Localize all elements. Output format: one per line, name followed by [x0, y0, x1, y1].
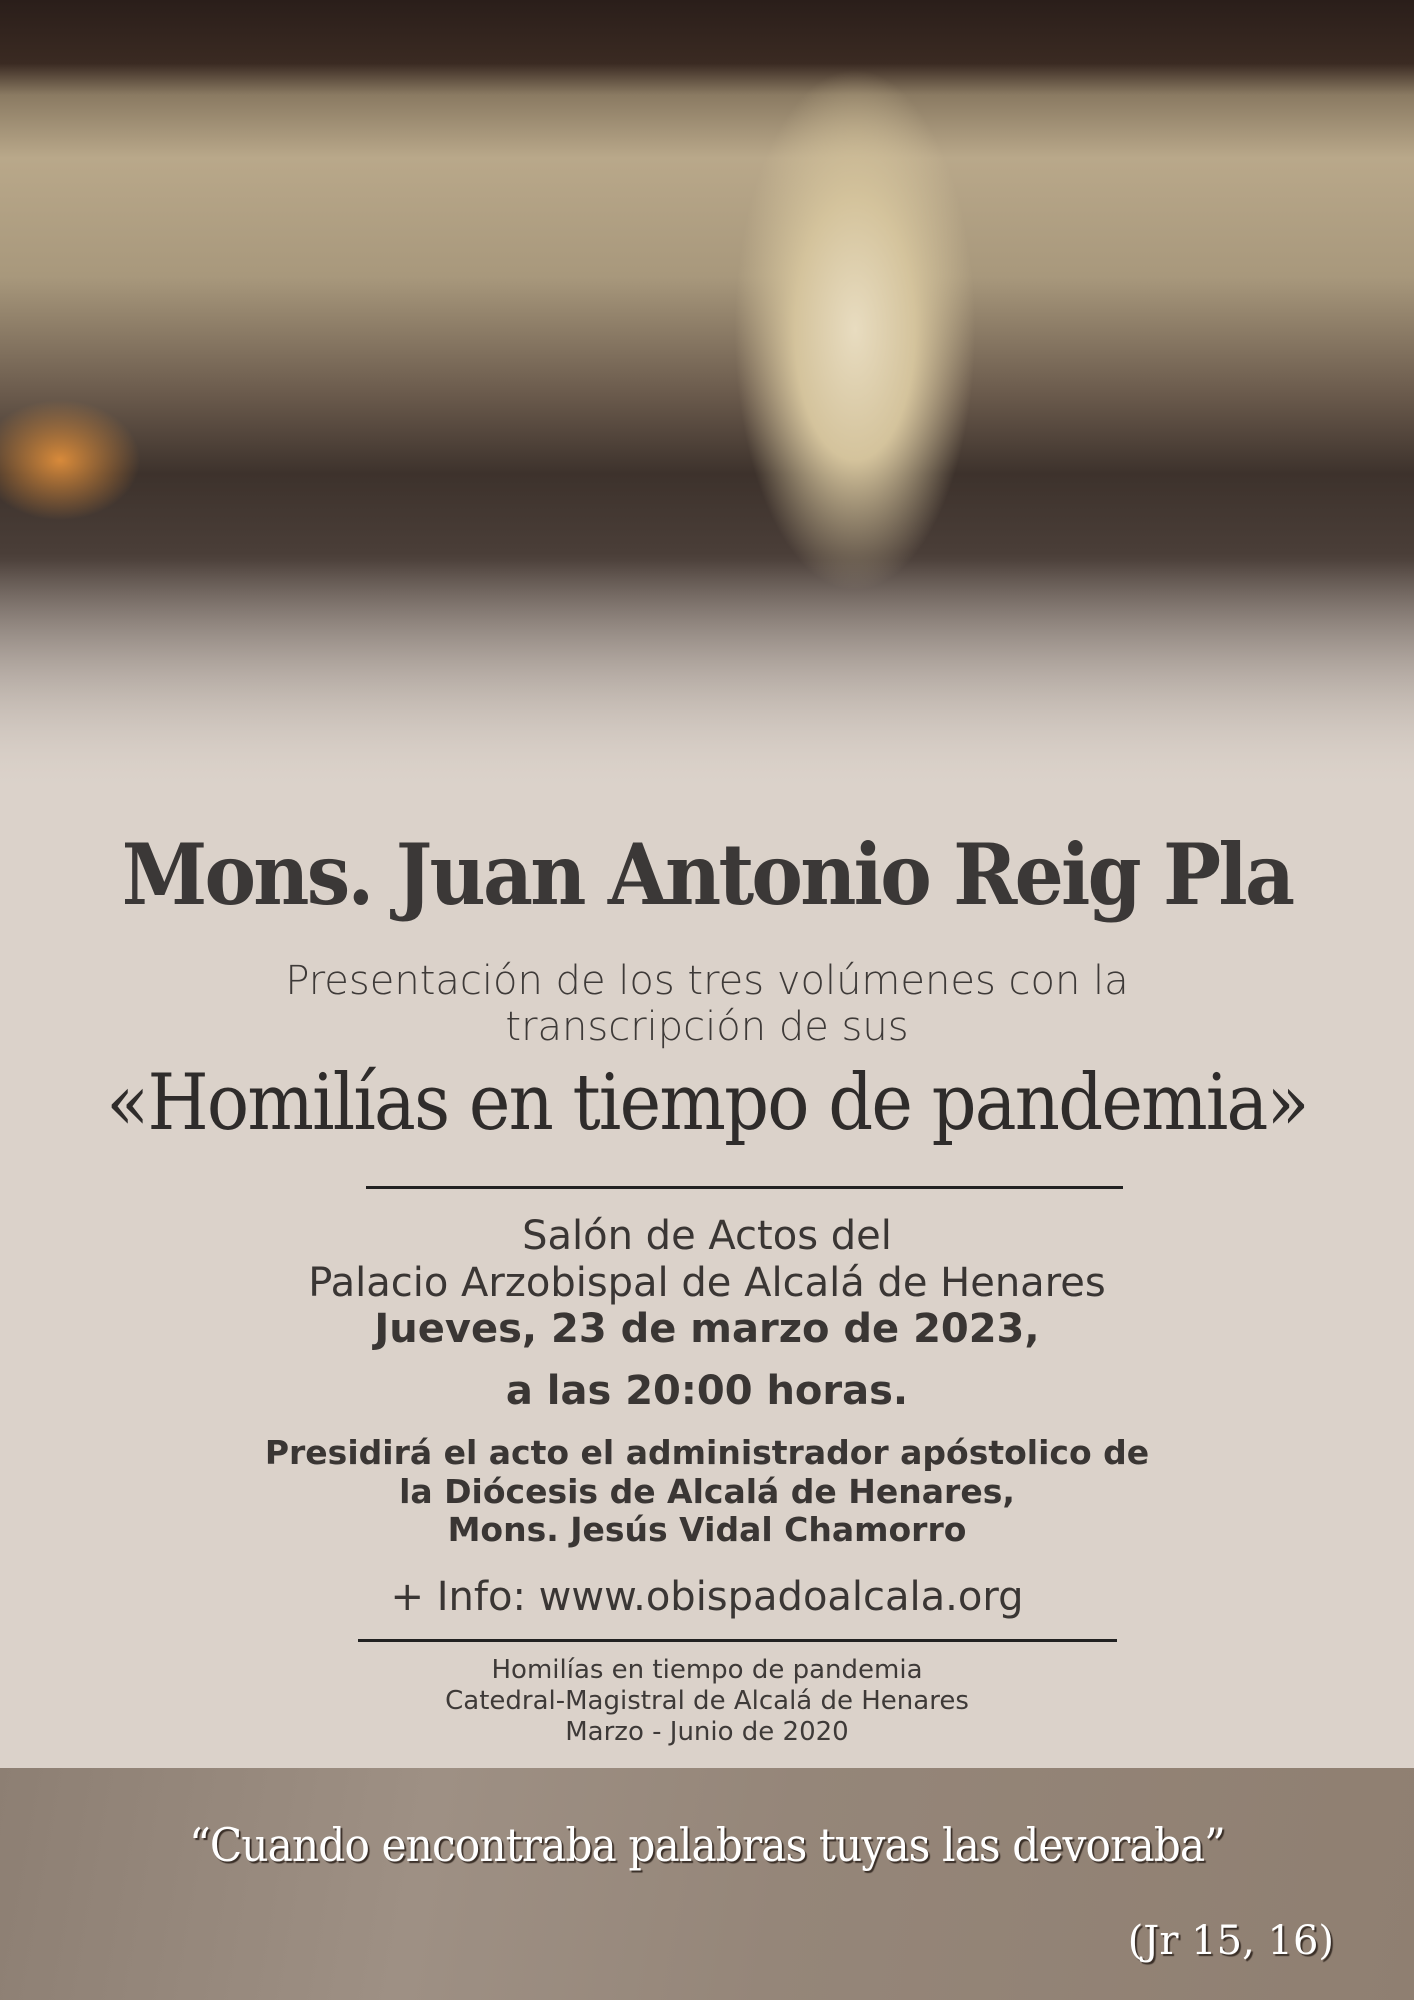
divider: [366, 1186, 1123, 1189]
poster-title: Mons. Juan Antonio Reig Pla: [121, 825, 1293, 924]
presider-line-1: Presidirá el acto el administrador apóstolico de: [264, 1433, 1150, 1472]
footer-line-1: Homilías en tiempo de pandemia: [491, 1655, 923, 1685]
bible-citation: (Jr 15, 16): [1127, 1918, 1334, 1964]
event-time: a las 20:00 horas.: [505, 1368, 909, 1414]
venue-line-2: Palacio Arzobispal de Alcalá de Henares: [308, 1260, 1106, 1306]
bible-quote: “Cuando encontraba palabras tuyas las devoraba”: [189, 1818, 1225, 1872]
footer-line-3: Marzo - Junio de 2020: [565, 1717, 849, 1747]
photo-fade: [0, 560, 1414, 800]
info-link[interactable]: + Info: www.obispadoalcala.org: [390, 1574, 1024, 1620]
quote-band: [0, 1768, 1414, 2000]
presider-line-2: la Diócesis de Alcalá de Henares,: [399, 1472, 1015, 1511]
venue-line-1: Salón de Actos del: [522, 1213, 892, 1259]
presider-line-3: Mons. Jesús Vidal Chamorro: [447, 1510, 967, 1549]
subtitle-line-2: transcripción de sus: [505, 1004, 909, 1050]
book-title: «Homilías en tiempo de pandemia»: [106, 1058, 1308, 1148]
divider: [358, 1639, 1117, 1642]
event-date: Jueves, 23 de marzo de 2023,: [374, 1306, 1040, 1352]
footer-line-2: Catedral-Magistral de Alcalá de Henares: [445, 1686, 969, 1716]
subtitle-line-1: Presentación de los tres volúmenes con la: [285, 958, 1129, 1004]
